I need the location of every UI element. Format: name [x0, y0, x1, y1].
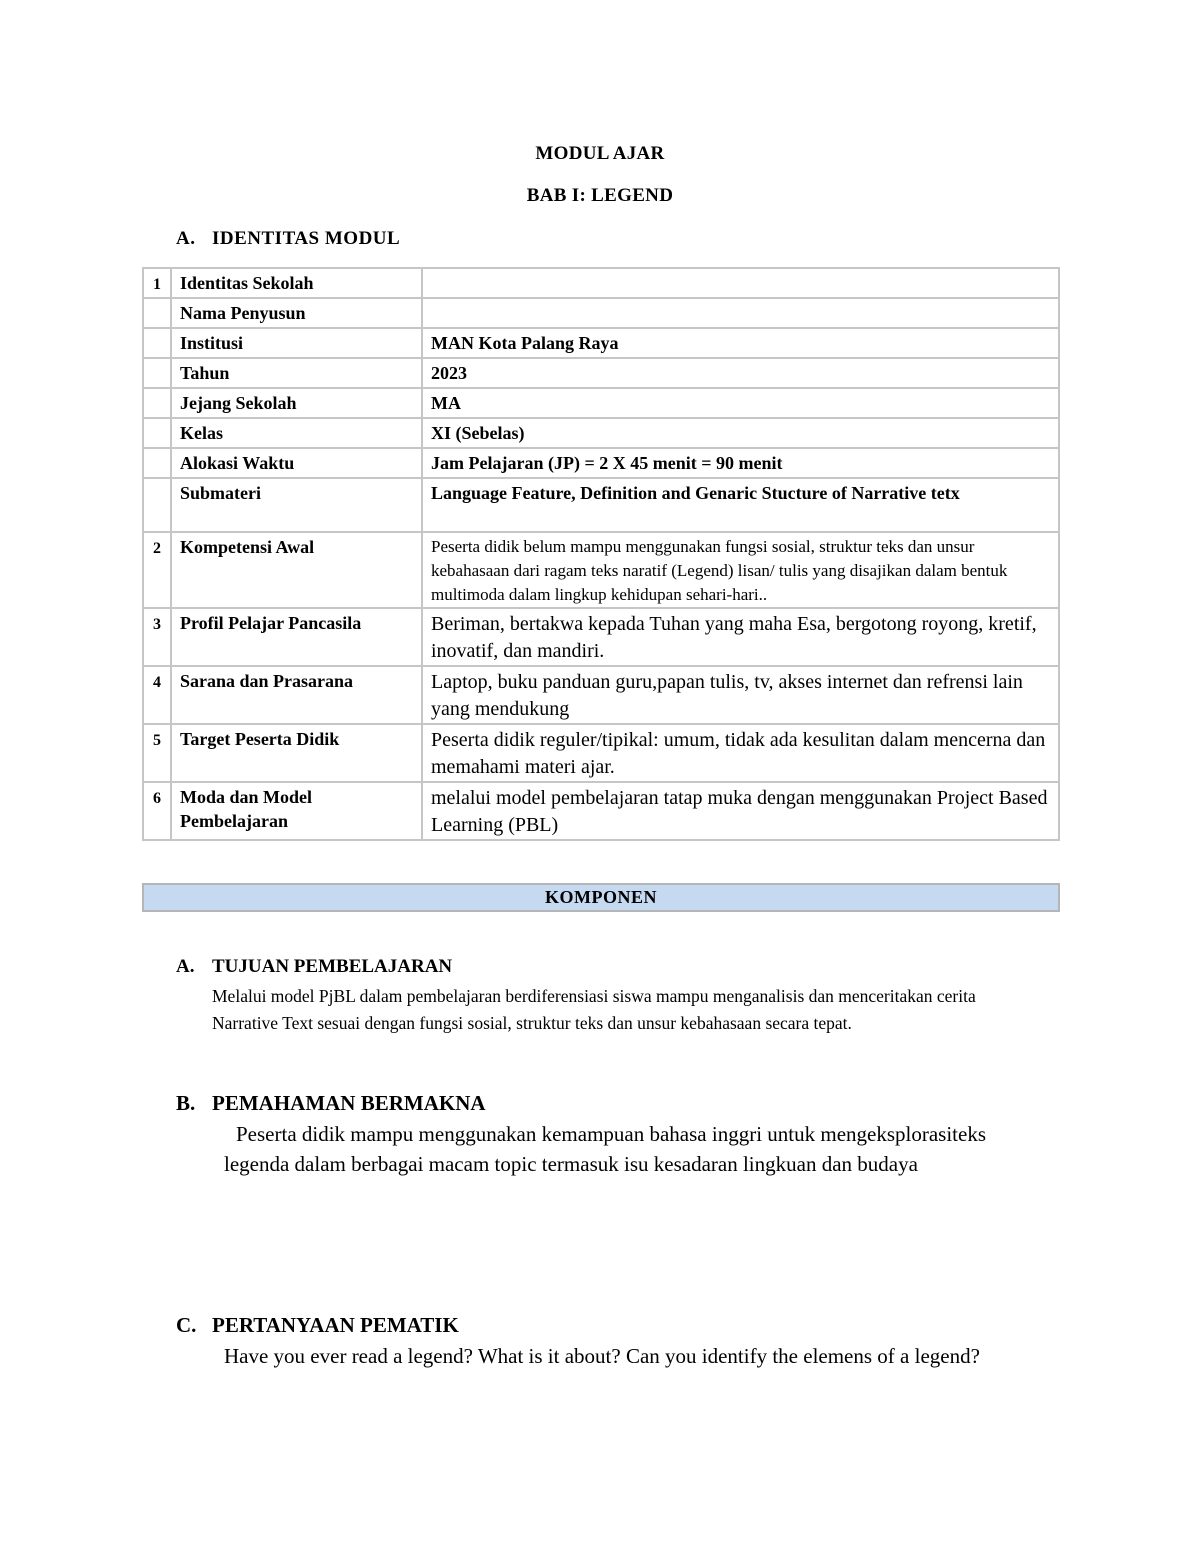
row-label: Nama Penyusun: [171, 298, 422, 328]
table-row: [143, 418, 1059, 448]
section-pemahaman-heading: [176, 1091, 486, 1116]
row-value: Peserta didik belum mampu menggunakan fungsi sosial, struktur teks dan unsur kebahasaan dari ragam teks naratif (Legend) lisan/ tulis yang disajikan dalam bentuk multimoda dalam lingkup kehidupan sehari-hari..: [422, 532, 1059, 608]
pertanyaan-paragraph: Have you ever read a legend? What is it about? Can you identify the elemens of a legend?: [224, 1344, 980, 1368]
row-label: Profil Pelajar Pancasila: [171, 608, 422, 666]
document-subtitle: BAB I: LEGEND: [526, 185, 674, 206]
row-number: [143, 448, 171, 478]
row-number: [143, 418, 171, 448]
row-value: Language Feature, Definition and Genaric Stucture of Narrative tetx: [422, 478, 1059, 532]
row-value: Beriman, bertakwa kepada Tuhan yang maha Esa, bergotong royong, kretif, inovatif, dan mandiri.: [422, 608, 1059, 666]
row-value: MA: [422, 388, 1059, 418]
row-value: Jam Pelajaran (JP) = 2 X 45 menit = 90 menit: [422, 448, 1059, 478]
pemahaman-text: Peserta didik mampu menggunakan kemampuan bahasa inggri untuk mengeksplorasiteks legenda dalam berbagai macam topic termasuk isu kesadaran lingkuan dan budaya: [224, 1122, 986, 1176]
row-number: [143, 388, 171, 418]
row-value: [422, 268, 1059, 298]
row-label: Kelas: [171, 418, 422, 448]
row-number: 5: [143, 724, 171, 782]
identitas-table: [142, 267, 1060, 841]
section-title: PERTANYAAN PEMATIK: [212, 1313, 459, 1337]
section-letter: A.: [176, 228, 196, 249]
section-letter: C.: [176, 1313, 197, 1337]
row-value: Peserta didik reguler/tipikal: umum, tidak ada kesulitan dalam mencerna dan memahami materi ajar.: [422, 724, 1059, 782]
row-value: [422, 298, 1059, 328]
table-row: [143, 298, 1059, 328]
row-label: Moda dan Model Pembelajaran: [171, 782, 422, 840]
table-row: [143, 666, 1059, 724]
table-row: [143, 328, 1059, 358]
row-number: 3: [143, 608, 171, 666]
section-title: IDENTITAS MODUL: [212, 228, 401, 249]
document-title: MODUL AJAR: [535, 143, 665, 164]
row-label: Target Peserta Didik: [171, 724, 422, 782]
table-row: [143, 478, 1059, 532]
row-number: 6: [143, 782, 171, 840]
section-identitas-heading: [176, 228, 400, 250]
row-number: 4: [143, 666, 171, 724]
row-number: 2: [143, 532, 171, 608]
row-value: MAN Kota Palang Raya: [422, 328, 1059, 358]
table-row: [143, 358, 1059, 388]
row-label: Jejang Sekolah: [171, 388, 422, 418]
section-title: TUJUAN PEMBELAJARAN: [212, 956, 453, 977]
table-row: [143, 608, 1059, 666]
section-letter: B.: [176, 1091, 196, 1115]
table-row: [143, 724, 1059, 782]
section-pertanyaan-heading: [176, 1313, 459, 1338]
row-value: melalui model pembelajaran tatap muka dengan menggunakan Project Based Learning (PBL): [422, 782, 1059, 840]
row-label: Alokasi Waktu: [171, 448, 422, 478]
row-value: 2023: [422, 358, 1059, 388]
row-label: Institusi: [171, 328, 422, 358]
table-row: [143, 782, 1059, 840]
row-number: 1: [143, 268, 171, 298]
table-row: [143, 448, 1059, 478]
table-row: [143, 388, 1059, 418]
section-title: PEMAHAMAN BERMAKNA: [212, 1091, 486, 1115]
row-number: [143, 478, 171, 532]
row-number: [143, 298, 171, 328]
row-label: Sarana dan Prasarana: [171, 666, 422, 724]
section-tujuan-heading: [176, 956, 452, 978]
row-number: [143, 328, 171, 358]
pemahaman-paragraph: [224, 1119, 1024, 1179]
row-number: [143, 358, 171, 388]
row-label: Identitas Sekolah: [171, 268, 422, 298]
row-label: Submateri: [171, 478, 422, 532]
table-row: [143, 268, 1059, 298]
row-value: XI (Sebelas): [422, 418, 1059, 448]
komponen-banner: KOMPONEN: [142, 883, 1060, 912]
row-label: Tahun: [171, 358, 422, 388]
section-letter: A.: [176, 956, 195, 977]
table-row: [143, 532, 1059, 608]
tujuan-paragraph: Melalui model PjBL dalam pembelajaran berdiferensiasi siswa mampu menganalisis dan menceritakan cerita Narrative Text sesuai dengan fungsi sosial, struktur teks dan unsur kebahasaan secara tepat.: [212, 986, 976, 1033]
row-value: Laptop, buku panduan guru,papan tulis, tv, akses internet dan refrensi lain yang mendukung: [422, 666, 1059, 724]
row-label: Kompetensi Awal: [171, 532, 422, 608]
